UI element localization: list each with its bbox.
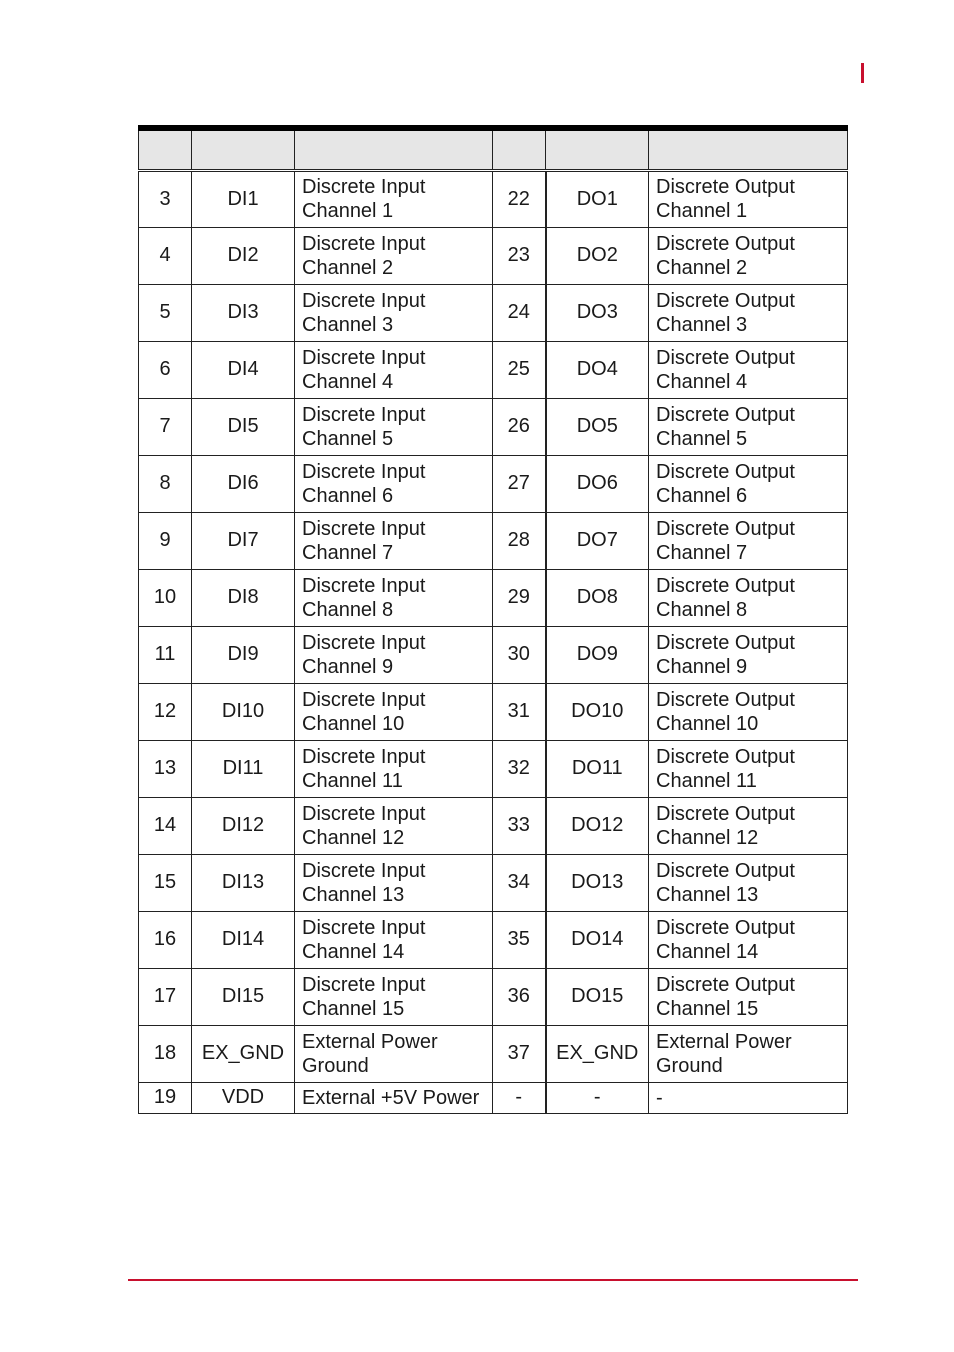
signal-name-cell: DI12 — [192, 797, 295, 854]
function-cell: - — [649, 1082, 848, 1113]
pin-number-cell: 25 — [493, 341, 546, 398]
pin-number-cell: 4 — [139, 227, 192, 284]
table-row — [139, 854, 848, 911]
pin-number-cell: 12 — [139, 683, 192, 740]
signal-name-cell: EX_GND — [546, 1025, 649, 1082]
header-cell — [139, 128, 192, 170]
signal-name-cell: DO8 — [546, 569, 649, 626]
pin-number-cell: 23 — [493, 227, 546, 284]
function-cell: Discrete Input Channel 7 — [295, 512, 493, 569]
pin-number-cell: 19 — [139, 1082, 192, 1113]
table-row — [139, 1025, 848, 1082]
function-cell: Discrete Input Channel 10 — [295, 683, 493, 740]
function-cell: Discrete Output Channel 12 — [649, 797, 848, 854]
pin-number-cell: 34 — [493, 854, 546, 911]
function-cell: External Power Ground — [295, 1025, 493, 1082]
signal-name-cell: DO12 — [546, 797, 649, 854]
signal-name-cell: DI4 — [192, 341, 295, 398]
function-cell: Discrete Output Channel 2 — [649, 227, 848, 284]
pin-number-cell: 36 — [493, 968, 546, 1025]
pin-number-cell: 33 — [493, 797, 546, 854]
signal-name-cell: DO5 — [546, 398, 649, 455]
signal-name-cell: DI3 — [192, 284, 295, 341]
table-row — [139, 227, 848, 284]
function-cell: Discrete Input Channel 5 — [295, 398, 493, 455]
pin-number-cell: 28 — [493, 512, 546, 569]
signal-name-cell: DO4 — [546, 341, 649, 398]
table-row — [139, 968, 848, 1025]
pin-number-cell: 27 — [493, 455, 546, 512]
header-cell — [295, 128, 493, 170]
pin-number-cell: 31 — [493, 683, 546, 740]
function-cell: Discrete Output Channel 10 — [649, 683, 848, 740]
function-cell: Discrete Input Channel 9 — [295, 626, 493, 683]
signal-name-cell: DO6 — [546, 455, 649, 512]
function-cell: External +5V Power — [295, 1082, 493, 1113]
signal-name-cell: DO7 — [546, 512, 649, 569]
signal-name-cell: DO3 — [546, 284, 649, 341]
function-cell: Discrete Input Channel 1 — [295, 170, 493, 227]
pin-number-cell: 10 — [139, 569, 192, 626]
function-cell: Discrete Input Channel 12 — [295, 797, 493, 854]
header-cell — [649, 128, 848, 170]
signal-name-cell: DI6 — [192, 455, 295, 512]
signal-name-cell: DI11 — [192, 740, 295, 797]
signal-name-cell: DI13 — [192, 854, 295, 911]
header-cell — [546, 128, 649, 170]
function-cell: Discrete Output Channel 3 — [649, 284, 848, 341]
function-cell: Discrete Output Channel 5 — [649, 398, 848, 455]
table-row — [139, 569, 848, 626]
signal-name-cell: - — [546, 1082, 649, 1113]
function-cell: Discrete Input Channel 2 — [295, 227, 493, 284]
signal-name-cell: DI2 — [192, 227, 295, 284]
table-row — [139, 911, 848, 968]
function-cell: Discrete Output Channel 15 — [649, 968, 848, 1025]
signal-name-cell: DI1 — [192, 170, 295, 227]
signal-name-cell: DI8 — [192, 569, 295, 626]
pin-number-cell: 22 — [493, 170, 546, 227]
signal-name-cell: DI10 — [192, 683, 295, 740]
footer-rule — [128, 1279, 858, 1281]
header-accent-mark — [861, 63, 864, 83]
table-row — [139, 740, 848, 797]
pin-number-cell: 3 — [139, 170, 192, 227]
signal-name-cell: DI7 — [192, 512, 295, 569]
function-cell: Discrete Input Channel 3 — [295, 284, 493, 341]
pin-number-cell: 29 — [493, 569, 546, 626]
function-cell: Discrete Input Channel 4 — [295, 341, 493, 398]
signal-name-cell: EX_GND — [192, 1025, 295, 1082]
pin-number-cell: 26 — [493, 398, 546, 455]
pin-number-cell: 8 — [139, 455, 192, 512]
table-body — [139, 170, 848, 1113]
signal-name-cell: DO2 — [546, 227, 649, 284]
pin-assignment-table — [138, 125, 848, 1114]
pin-number-cell: 15 — [139, 854, 192, 911]
function-cell: Discrete Output Channel 1 — [649, 170, 848, 227]
table-row — [139, 455, 848, 512]
function-cell: Discrete Output Channel 14 — [649, 911, 848, 968]
table-row — [139, 797, 848, 854]
pin-number-cell: 17 — [139, 968, 192, 1025]
signal-name-cell: DO15 — [546, 968, 649, 1025]
function-cell: External Power Ground — [649, 1025, 848, 1082]
signal-name-cell: DO14 — [546, 911, 649, 968]
signal-name-cell: DO1 — [546, 170, 649, 227]
function-cell: Discrete Input Channel 14 — [295, 911, 493, 968]
function-cell: Discrete Output Channel 6 — [649, 455, 848, 512]
function-cell: Discrete Input Channel 6 — [295, 455, 493, 512]
pin-number-cell: 37 — [493, 1025, 546, 1082]
table-row — [139, 1082, 848, 1113]
pin-number-cell: 14 — [139, 797, 192, 854]
function-cell: Discrete Input Channel 11 — [295, 740, 493, 797]
function-cell: Discrete Output Channel 13 — [649, 854, 848, 911]
pin-number-cell: 24 — [493, 284, 546, 341]
table-row — [139, 512, 848, 569]
table-row — [139, 170, 848, 227]
pin-number-cell: 6 — [139, 341, 192, 398]
signal-name-cell: DO13 — [546, 854, 649, 911]
pin-number-cell: 9 — [139, 512, 192, 569]
function-cell: Discrete Output Channel 11 — [649, 740, 848, 797]
function-cell: Discrete Input Channel 15 — [295, 968, 493, 1025]
function-cell: Discrete Output Channel 7 — [649, 512, 848, 569]
pin-number-cell: 13 — [139, 740, 192, 797]
pin-number-cell: 5 — [139, 284, 192, 341]
signal-name-cell: DO11 — [546, 740, 649, 797]
table-header-row — [139, 128, 848, 170]
function-cell: Discrete Output Channel 8 — [649, 569, 848, 626]
table-row — [139, 683, 848, 740]
function-cell: Discrete Output Channel 4 — [649, 341, 848, 398]
signal-name-cell: DO10 — [546, 683, 649, 740]
table-row — [139, 284, 848, 341]
signal-name-cell: DI9 — [192, 626, 295, 683]
signal-name-cell: DI14 — [192, 911, 295, 968]
pin-number-cell: 7 — [139, 398, 192, 455]
function-cell: Discrete Output Channel 9 — [649, 626, 848, 683]
table-row — [139, 626, 848, 683]
pin-number-cell: - — [493, 1082, 546, 1113]
pin-number-cell: 35 — [493, 911, 546, 968]
table-row — [139, 341, 848, 398]
signal-name-cell: DI5 — [192, 398, 295, 455]
pin-number-cell: 32 — [493, 740, 546, 797]
pin-number-cell: 30 — [493, 626, 546, 683]
signal-name-cell: VDD — [192, 1082, 295, 1113]
function-cell: Discrete Input Channel 8 — [295, 569, 493, 626]
pin-number-cell: 18 — [139, 1025, 192, 1082]
function-cell: Discrete Input Channel 13 — [295, 854, 493, 911]
signal-name-cell: DO9 — [546, 626, 649, 683]
pin-number-cell: 16 — [139, 911, 192, 968]
header-cell — [192, 128, 295, 170]
table-row — [139, 398, 848, 455]
pin-number-cell: 11 — [139, 626, 192, 683]
signal-name-cell: DI15 — [192, 968, 295, 1025]
header-cell — [493, 128, 546, 170]
